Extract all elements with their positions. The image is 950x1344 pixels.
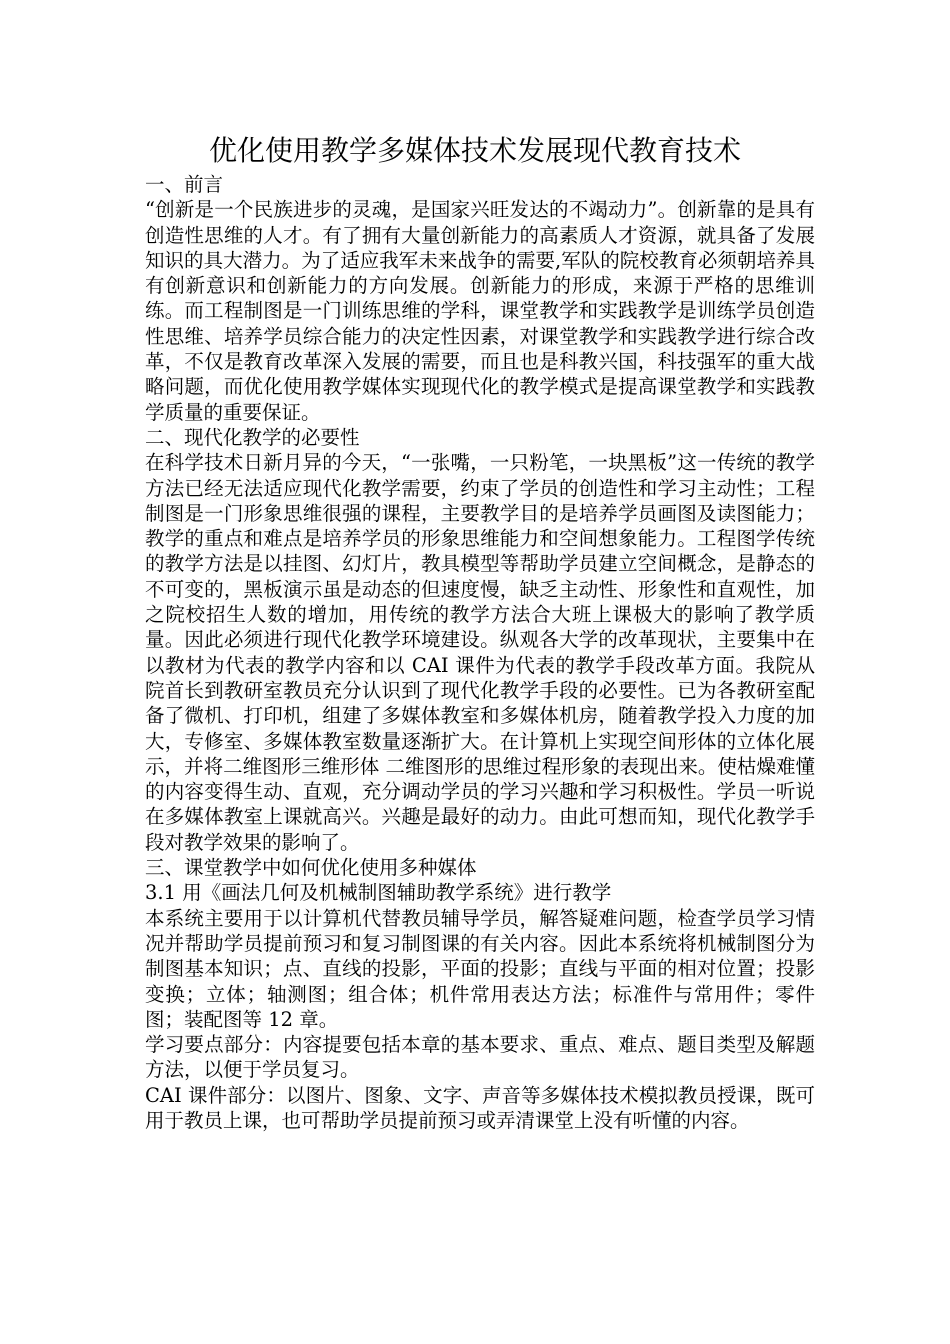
paragraph-key-points: 学习要点部分：内容提要包括本章的基本要求、重点、难点、题目类型及解题方法，以便于学员复习。 (145, 1033, 815, 1082)
section-heading-classroom-media: 三、课堂教学中如何优化使用多种媒体 (145, 856, 477, 880)
document-body (145, 172, 815, 1133)
subsection-heading-3-1: 3.1 用《画法几何及机械制图辅助教学系统》进行教学 (145, 881, 612, 905)
paragraph-necessity-body: 在科学技术日新月异的今天，“一张嘴，一只粉笔，一块黑板”这一传统的教学方法已经无法适应现代化教学需要，约束了学员的创造性和学习主动性；工程制图是一门形象思维很强的课程，主要教学目的是培养学员画图及读图能力；教学的重点和难点是培养学员的形象思维能力和空间想象能力。工程图学传统的教学方法是以挂图、幻灯片，教具模型等帮助学员建立空间概念，是静态的不可变的，黑板演示虽是动态的但速度慢，缺乏主动性、形象性和直观性，加之院校招生人数的增加，用传统的教学方法合大班上课极大的影响了教学质量。因此必须进行现代化教学环境建设。纵观各大学的改革现状，主要集中在以教材为代表的教学内容和以 CAI 课件为代表的教学手段改革方面。我院从院首长到教研室教员充分认识到了现代化教学手段的必要性。已为各教研室配备了微机、打印机，组建了多媒体教室和多媒体机房，随着教学投入力度的加大，专修室、多媒体教室数量逐渐扩大。在计算机上实现空间形体的立体化展示，并将二维图形三维形体 二维图形的思维过程形象的表现出来。使枯燥难懂的内容变得生动、直观，充分调动学员的学习兴趣和学习积极性。学员一听说在多媒体教室上课就高兴。兴趣是最好的动力。由此可想而知，现代化教学手段对教学效果的影响了。 (145, 451, 815, 854)
paragraph-cai-courseware: CAI 课件部分：以图片、图象、文字、声音等多媒体技术模拟教员授课，既可用于教员上课，也可帮助学员提前预习或弄清课堂上没有听懂的内容。 (145, 1083, 815, 1132)
paragraph-system-description: 本系统主要用于以计算机代替教员辅导学员，解答疑难问题，检查学员学习情况并帮助学员提前预习和复习制图课的有关内容。因此本系统将机械制图分为制图基本知识；点、直线的投影，平面的投影；直线与平面的相对位置；投影变换；立体；轴测图；组合体；机件常用表达方法；标准件与常用件；零件图；装配图等 12 章。 (145, 906, 815, 1031)
section-heading-necessity: 二、现代化教学的必要性 (145, 425, 360, 449)
paragraph-preface-body: “创新是一个民族进步的灵魂，是国家兴旺发达的不竭动力”。创新靠的是具有创造性思维的人才。有了拥有大量创新能力的高素质人才资源，就具备了发展知识的具大潜力。为了适应我军未来战争的需要,军队的院校教育必须朝培养具有创新意识和创新能力的方向发展。创新能力的形成，来源于严格的思维训练。而工程制图是一门训练思维的学科，课堂教学和实践教学是训练学员创造性思维、培养学员综合能力的决定性因素，对课堂教学和实践教学进行综合改革，不仅是教育改革深入发展的需要，而且也是科教兴国，科技强军的重大战略问题，而优化使用教学媒体实现现代化的教学模式是提高课堂教学和实践教学质量的重要保证。 (145, 198, 815, 424)
section-heading-preface: 一、前言 (145, 173, 224, 196)
document-title: 优化使用教学多媒体技术发展现代教育技术 (208, 134, 741, 167)
